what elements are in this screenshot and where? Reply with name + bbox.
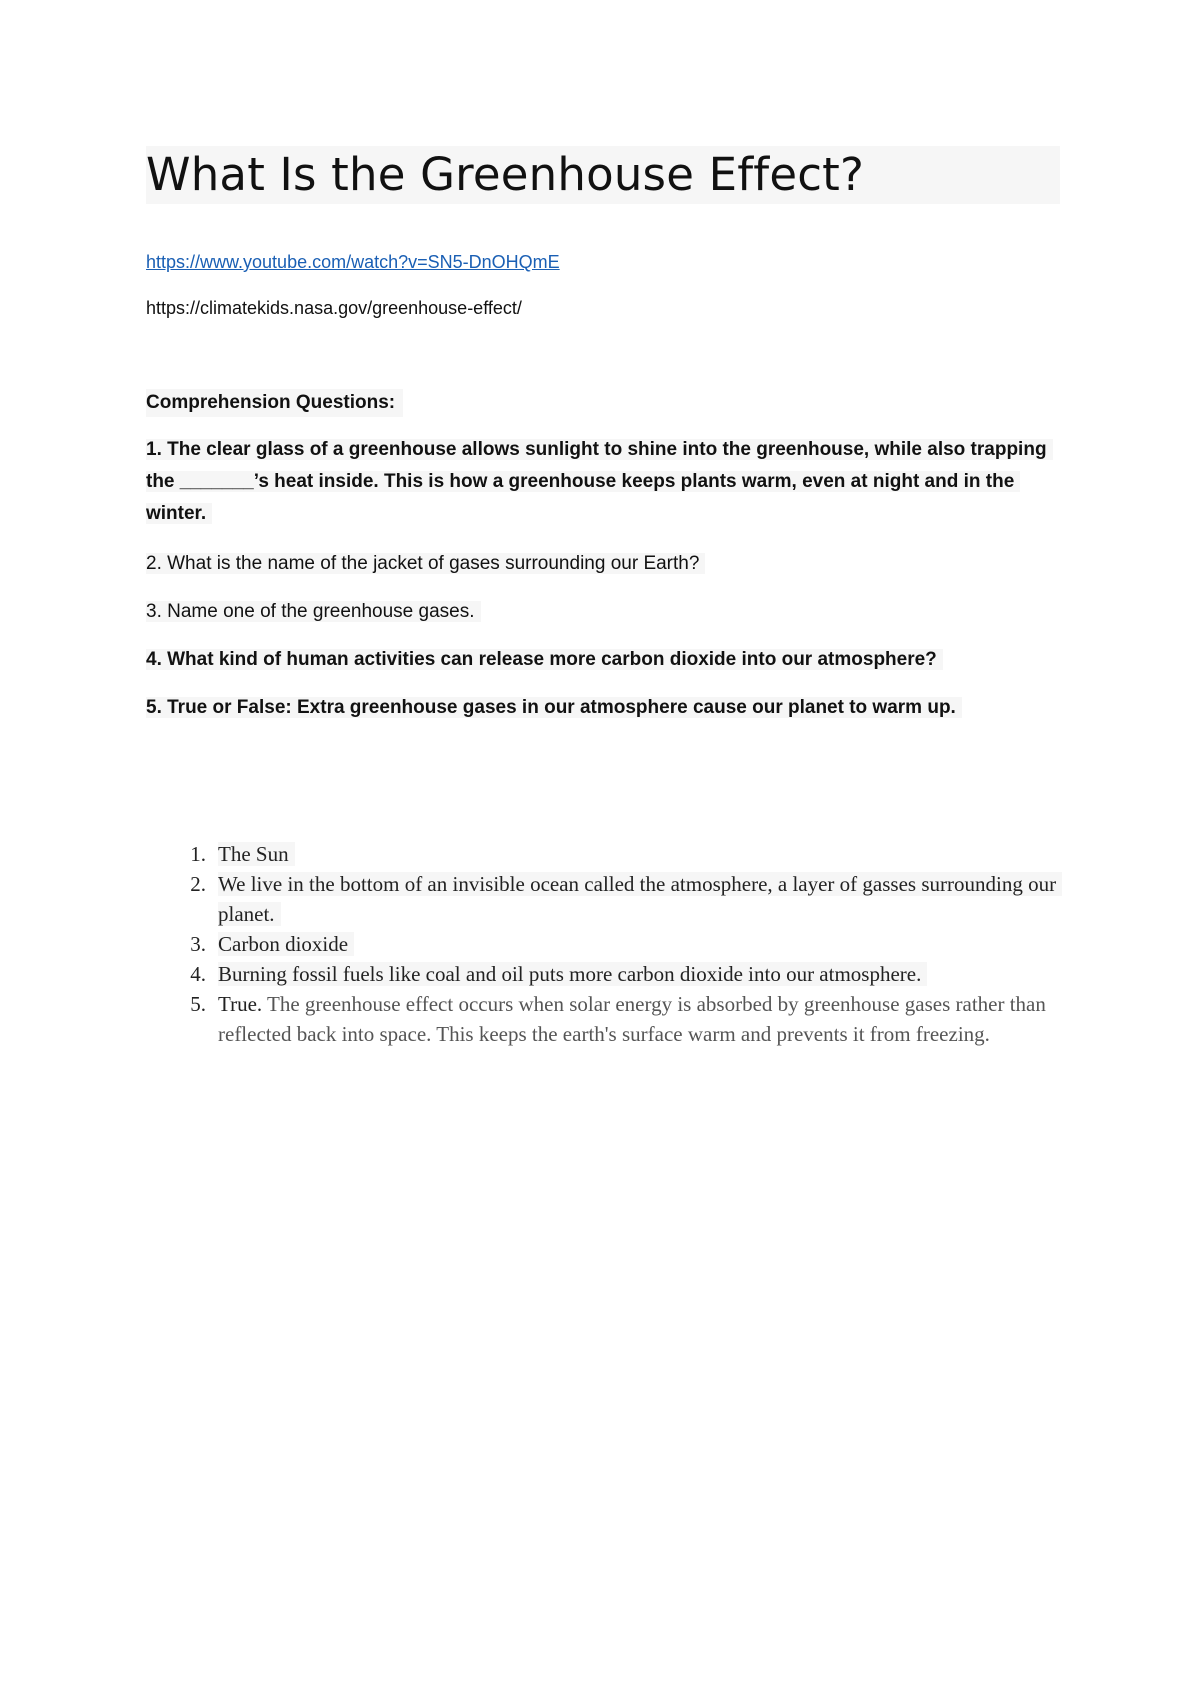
- answer-list: [146, 839, 1060, 1049]
- title-block: [146, 146, 1060, 204]
- answer-number: 1.: [190, 842, 206, 866]
- page-title: What Is the Greenhouse Effect?: [146, 148, 865, 201]
- answer-number: 2.: [190, 872, 206, 896]
- question-2-text: 2. What is the name of the jacket of gases surrounding our Earth?: [146, 553, 705, 574]
- answer-item: [146, 989, 1060, 1049]
- answer-number: 4.: [190, 962, 206, 986]
- answer-text: Burning fossil fuels like coal and oil puts more carbon dioxide into our atmosphere.: [218, 962, 927, 986]
- question-2: [146, 548, 1060, 580]
- answer-number: 5.: [190, 992, 206, 1016]
- nasa-climatekids-url: https://climatekids.nasa.gov/greenhouse-effect/: [146, 298, 522, 318]
- answer-item: [146, 959, 1060, 989]
- question-1-text: 1. The clear glass of a greenhouse allows sunlight to shine into the greenhouse, while also trapping the _______’s heat inside. This is how a greenhouse keeps plants warm, even at night and in the winter.: [146, 439, 1053, 524]
- question-4: [146, 644, 1060, 676]
- youtube-link[interactable]: https://www.youtube.com/watch?v=SN5-DnOHQmE: [146, 252, 560, 272]
- answer-text: The Sun: [218, 842, 295, 866]
- answer-number: 3.: [190, 932, 206, 956]
- question-4-text: 4. What kind of human activities can release more carbon dioxide into our atmosphere?: [146, 649, 943, 670]
- question-3-text: 3. Name one of the greenhouse gases.: [146, 601, 481, 622]
- document-body: [146, 146, 1060, 1046]
- answer-item: [146, 869, 1060, 929]
- question-1: [146, 434, 1060, 530]
- answer-text: Carbon dioxide: [218, 932, 354, 956]
- question-5-text: 5. True or False: Extra greenhouse gases in our atmosphere cause our planet to warm up.: [146, 697, 962, 718]
- answer-explanation: The greenhouse effect occurs when solar energy is absorbed by greenhouse gases rather than reflected back into space. This keeps the earth's surface warm and prevents it from freezing.: [218, 992, 1046, 1046]
- answer-lead: True.: [218, 992, 263, 1016]
- answer-text: [218, 992, 1046, 1046]
- question-3: [146, 596, 1060, 628]
- questions-heading: Comprehension Questions:: [146, 389, 403, 417]
- answer-text: We live in the bottom of an invisible ocean called the atmosphere, a layer of gasses surrounding our planet.: [218, 872, 1062, 926]
- answer-item: [146, 839, 1060, 869]
- question-5: [146, 692, 1060, 724]
- answer-item: [146, 929, 1060, 959]
